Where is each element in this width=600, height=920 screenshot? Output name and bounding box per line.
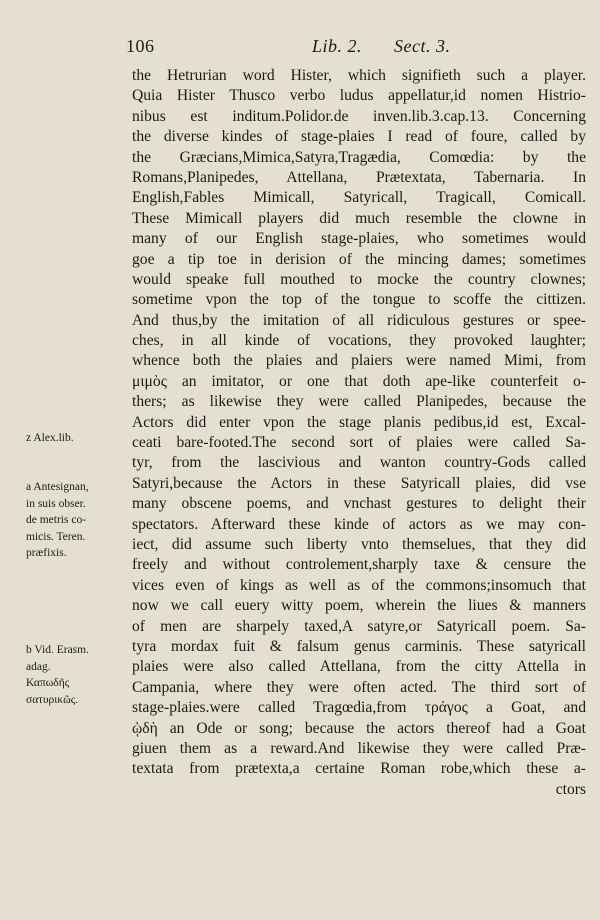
margin-note-b xyxy=(26,642,130,708)
text-line: the Hetrurian word Hister, which signifieth such a player. xyxy=(132,67,586,84)
text-line: ceati bare-footed.The second sort of plaies were called Sa- xyxy=(132,434,586,452)
text-line: of men are sharpely taxed,A satyre,or Satyricall poem. Sa- xyxy=(132,617,586,635)
text-line: ches, in all kinde of vocations, they provoked laughter; xyxy=(132,332,586,350)
text-line: vices even of kings as well as of the commons;insomuch that xyxy=(132,576,586,594)
text-line: Actors did enter vpon the stage planis pedibus,id est, Excal- xyxy=(132,413,586,431)
margin-note-z xyxy=(26,430,130,447)
text-line: μιμὸς an imitator, or one that doth ape-like counterfeit o- xyxy=(132,372,586,390)
margin-note-line: z Alex.lib. xyxy=(26,432,74,444)
text-line: sometime vpon the top of the tongue to scoffe the cittizen. xyxy=(132,291,586,309)
text-line: the diverse kindes of stage-plaies I read of foure, called by xyxy=(132,128,586,146)
text-line: ᾠδὴ an Ode or song; because the actors thereof had a Goat xyxy=(132,719,586,737)
book-label: Lib. 2. xyxy=(312,36,363,56)
text-line: textata from prætexta,a certaine Roman robe,which these a- xyxy=(132,760,586,778)
text-line: Romans,Planipedes, Attellana, Prætextata, Tabernaria. In xyxy=(132,168,586,186)
text-line: These Mimicall players did much resemble the clowne in xyxy=(132,209,586,227)
margin-note-line: de metris co- xyxy=(26,514,87,526)
margin-note-line: b Vid. Erasm. xyxy=(26,644,89,656)
text-line: Campania, where they were often acted. The third sort of xyxy=(132,678,586,696)
text-line: stage-plaies.were called Tragœdia,from τράγος a Goat, and xyxy=(132,699,586,717)
text-line: nibus est inditum.Polidor.de inven.lib.3.cap.13. Concerning xyxy=(132,107,586,125)
text-line: the Græcians,Mimica,Satyra,Tragædia, Comœdia: by the xyxy=(132,148,586,166)
text-line: plaies were also called Attellana, from the citty Attella in xyxy=(132,658,586,676)
margin-note-a xyxy=(26,479,130,562)
margin-note-line: micis. Teren. xyxy=(26,530,86,543)
text-line: would speake full mouthed to mocke the country clownes; xyxy=(132,270,586,288)
margin-note-line: σατυρικῶς. xyxy=(26,693,79,706)
text-line: whence both the plaies and plaiers were named Mimi, from xyxy=(132,352,586,370)
text-line: tyr, from the lascivious and wanton country-Gods called xyxy=(132,454,586,472)
text-line: freely and without controlement,sharply taxe & censure the xyxy=(132,556,586,574)
text-line: thers; as likewise they were called Planipedes, because the xyxy=(132,393,586,411)
text-line: goe a tip toe in derision of the mincing dames; sometimes xyxy=(132,250,586,268)
margin-note-line: adag. xyxy=(26,660,51,673)
text-line: English,Fables Mimicall, Satyricall, Tragicall, Comicall. xyxy=(132,189,586,207)
margin-note-line: præfixis. xyxy=(26,547,67,559)
text-line: Quia Hister Thusco verbo ludus appellatur,id nomen Histrio- xyxy=(132,87,586,105)
page-number: 106 xyxy=(126,36,155,56)
margin-note-line: Καπωδῆς xyxy=(26,677,70,689)
text-line: Satyri,because the Actors in these Satyricall plaies, did vse xyxy=(132,474,586,492)
text-line: giuen them as a reward.And likewise they were called Præ- xyxy=(132,739,586,757)
text-line: many of our English stage-plaies, who sometimes would xyxy=(132,230,586,248)
margin-note-line: in suis obser. xyxy=(26,497,86,510)
margin-note-line: a Antesignan, xyxy=(26,481,89,493)
text-line: many obscene poems, and vnchast gestures to delight their xyxy=(132,495,586,513)
catchword: ctors xyxy=(555,780,586,798)
text-line: now we call euery witty poem, wherein the liues & manners xyxy=(132,597,586,615)
text-line: tyra mordax fuit & falsum genus carminis. These satyricall xyxy=(132,637,586,655)
text-line: iect, did assume such liberty vnto themselues, that they did xyxy=(132,535,586,553)
text-line: spectators. Afterward these kinde of actors as we may con- xyxy=(132,515,586,533)
section-label: Sect. 3. xyxy=(394,36,451,56)
body-text xyxy=(132,66,586,800)
text-line: And thus,by the imitation of all ridiculous gestures or spee- xyxy=(132,311,586,329)
